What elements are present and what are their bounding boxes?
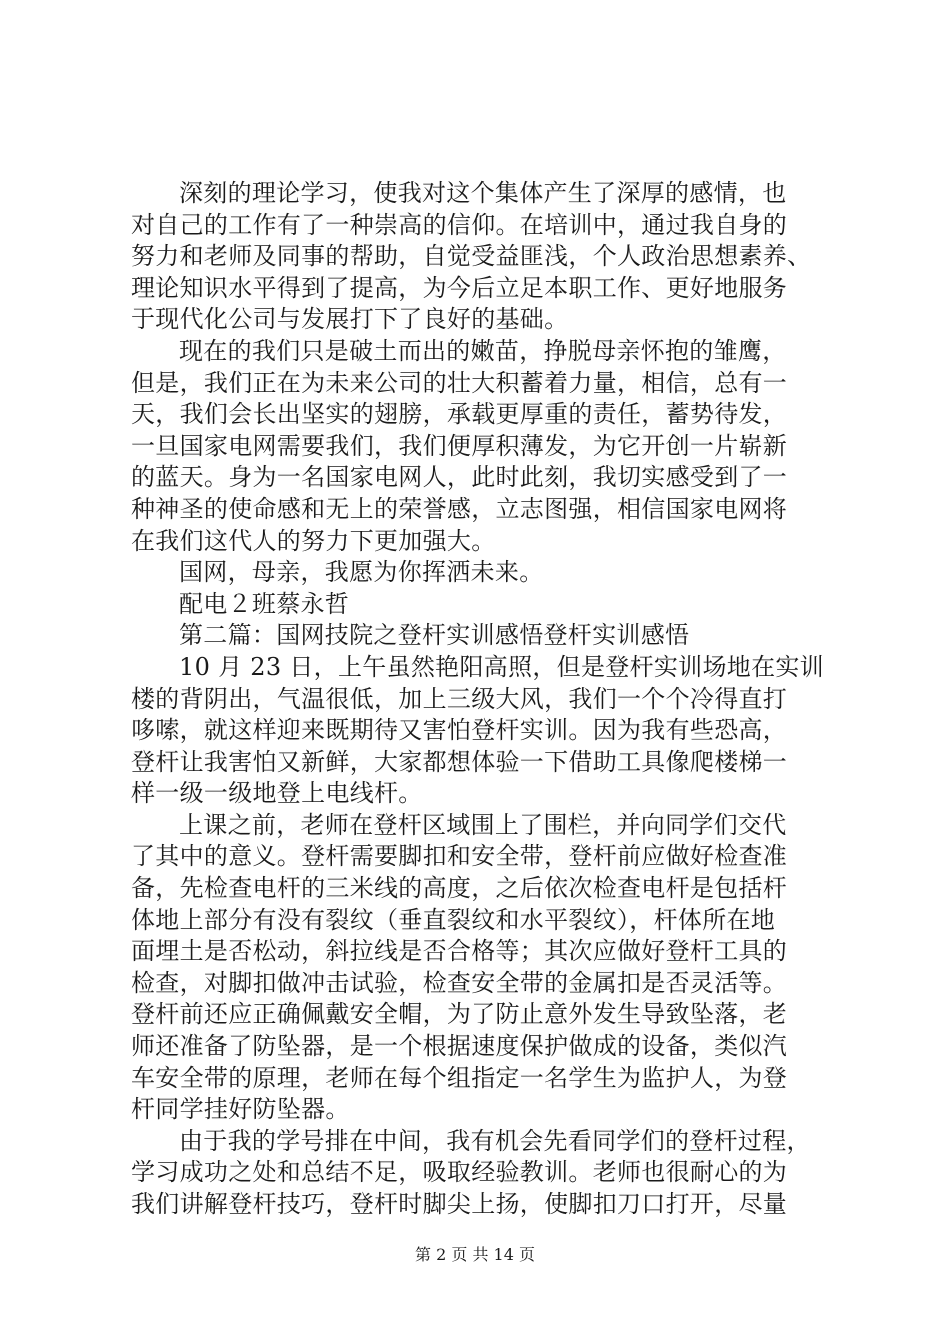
text-line: 的蓝天。身为一名国家电网人，此时此刻，我切实感受到了一 [131,463,788,492]
document-body [131,178,831,1221]
text-line: 登杆前还应正确佩戴安全帽，为了防止意外发生导致坠落，老 [131,1000,788,1029]
text-line: 备，先检查电杆的三米线的高度，之后依次检查电杆是包括杆 [131,874,788,903]
text-line: 对自己的工作有了一种崇高的信仰。在培训中，通过我自身的 [131,210,788,239]
text-line: 于现代化公司与发展打下了良好的基础。 [131,305,569,334]
text-line: 体地上部分有没有裂纹（垂直裂纹和水平裂纹），杆体所在地 [131,905,776,934]
text-line: 国网，母亲，我愿为你挥洒未来。 [179,558,544,587]
text-line: 了其中的意义。登杆需要脚扣和安全带，登杆前应做好检查准 [131,842,788,871]
text-line: 深刻的理论学习，使我对这个集体产生了深厚的感情，也 [179,179,787,207]
text-line: 登杆让我害怕又新鲜，大家都想体验一下借助工具像爬楼梯一 [131,747,788,776]
page-number-label: 第 2 页 共 14 页 [415,1245,535,1264]
text-line: 杆同学挂好防坠器。 [131,1095,350,1124]
text-line: 现在的我们只是破土而出的嫩苗，挣脱母亲怀抱的雏鹰， [179,336,787,365]
page-footer [0,1245,950,1265]
text-line: 天，我们会长出坚实的翅膀，承载更厚重的责任，蓄势待发， [131,400,788,429]
section-heading: 第二篇：国网技院之登杆实训感悟登杆实训感悟 [179,621,690,650]
text-line: 我们讲解登杆技巧，登杆时脚尖上扬，使脚扣刀口打开，尽量 [131,1190,788,1218]
text-line: 面埋土是否松动，斜拉线是否合格等；其次应做好登杆工具的 [131,937,788,966]
text-line: 车安全带的原理，老师在每个组指定一名学生为监护人，为登 [131,1063,788,1092]
text-line: 10 月 23 日，上午虽然艳阳高照，但是登杆实训场地在实训 [179,652,824,681]
author-line: 配电２班蔡永哲 [179,589,350,618]
text-line: 理论知识水平得到了提高，为今后立足本职工作、更好地服务 [131,273,788,302]
text-line: 努力和老师及同事的帮助，自觉受益匪浅，个人政治思想素养、 [131,242,812,271]
text-line: 楼的背阴出，气温很低，加上三级大风，我们一个个冷得直打 [131,684,788,713]
text-line: 由于我的学号排在中间，我有机会先看同学们的登杆过程， [179,1126,811,1155]
text-line: 上课之前，老师在登杆区域围上了围栏，并向同学们交代 [179,810,787,839]
text-line: 师还准备了防坠器，是一个根据速度保护做成的设备，类似汽 [131,1032,788,1061]
text-line: 在我们这代人的努力下更加强大。 [131,526,496,555]
text-line: 哆嗦，就这样迎来既期待又害怕登杆实训。因为我有些恐高， [131,716,788,745]
text-line: 样一级一级地登上电线杆。 [131,779,423,808]
text-line: 学习成功之处和总结不足，吸取经验教训。老师也很耐心的为 [131,1158,788,1187]
text-line: 但是，我们正在为未来公司的壮大积蓄着力量，相信，总有一 [131,368,788,397]
text-line: 种神圣的使命感和无上的荣誉感，立志图强，相信国家电网将 [131,494,788,523]
text-line: 一旦国家电网需要我们，我们便厚积薄发，为它开创一片崭新 [131,431,788,460]
text-line: 检查，对脚扣做冲击试验，检查安全带的金属扣是否灵活等。 [131,968,788,997]
